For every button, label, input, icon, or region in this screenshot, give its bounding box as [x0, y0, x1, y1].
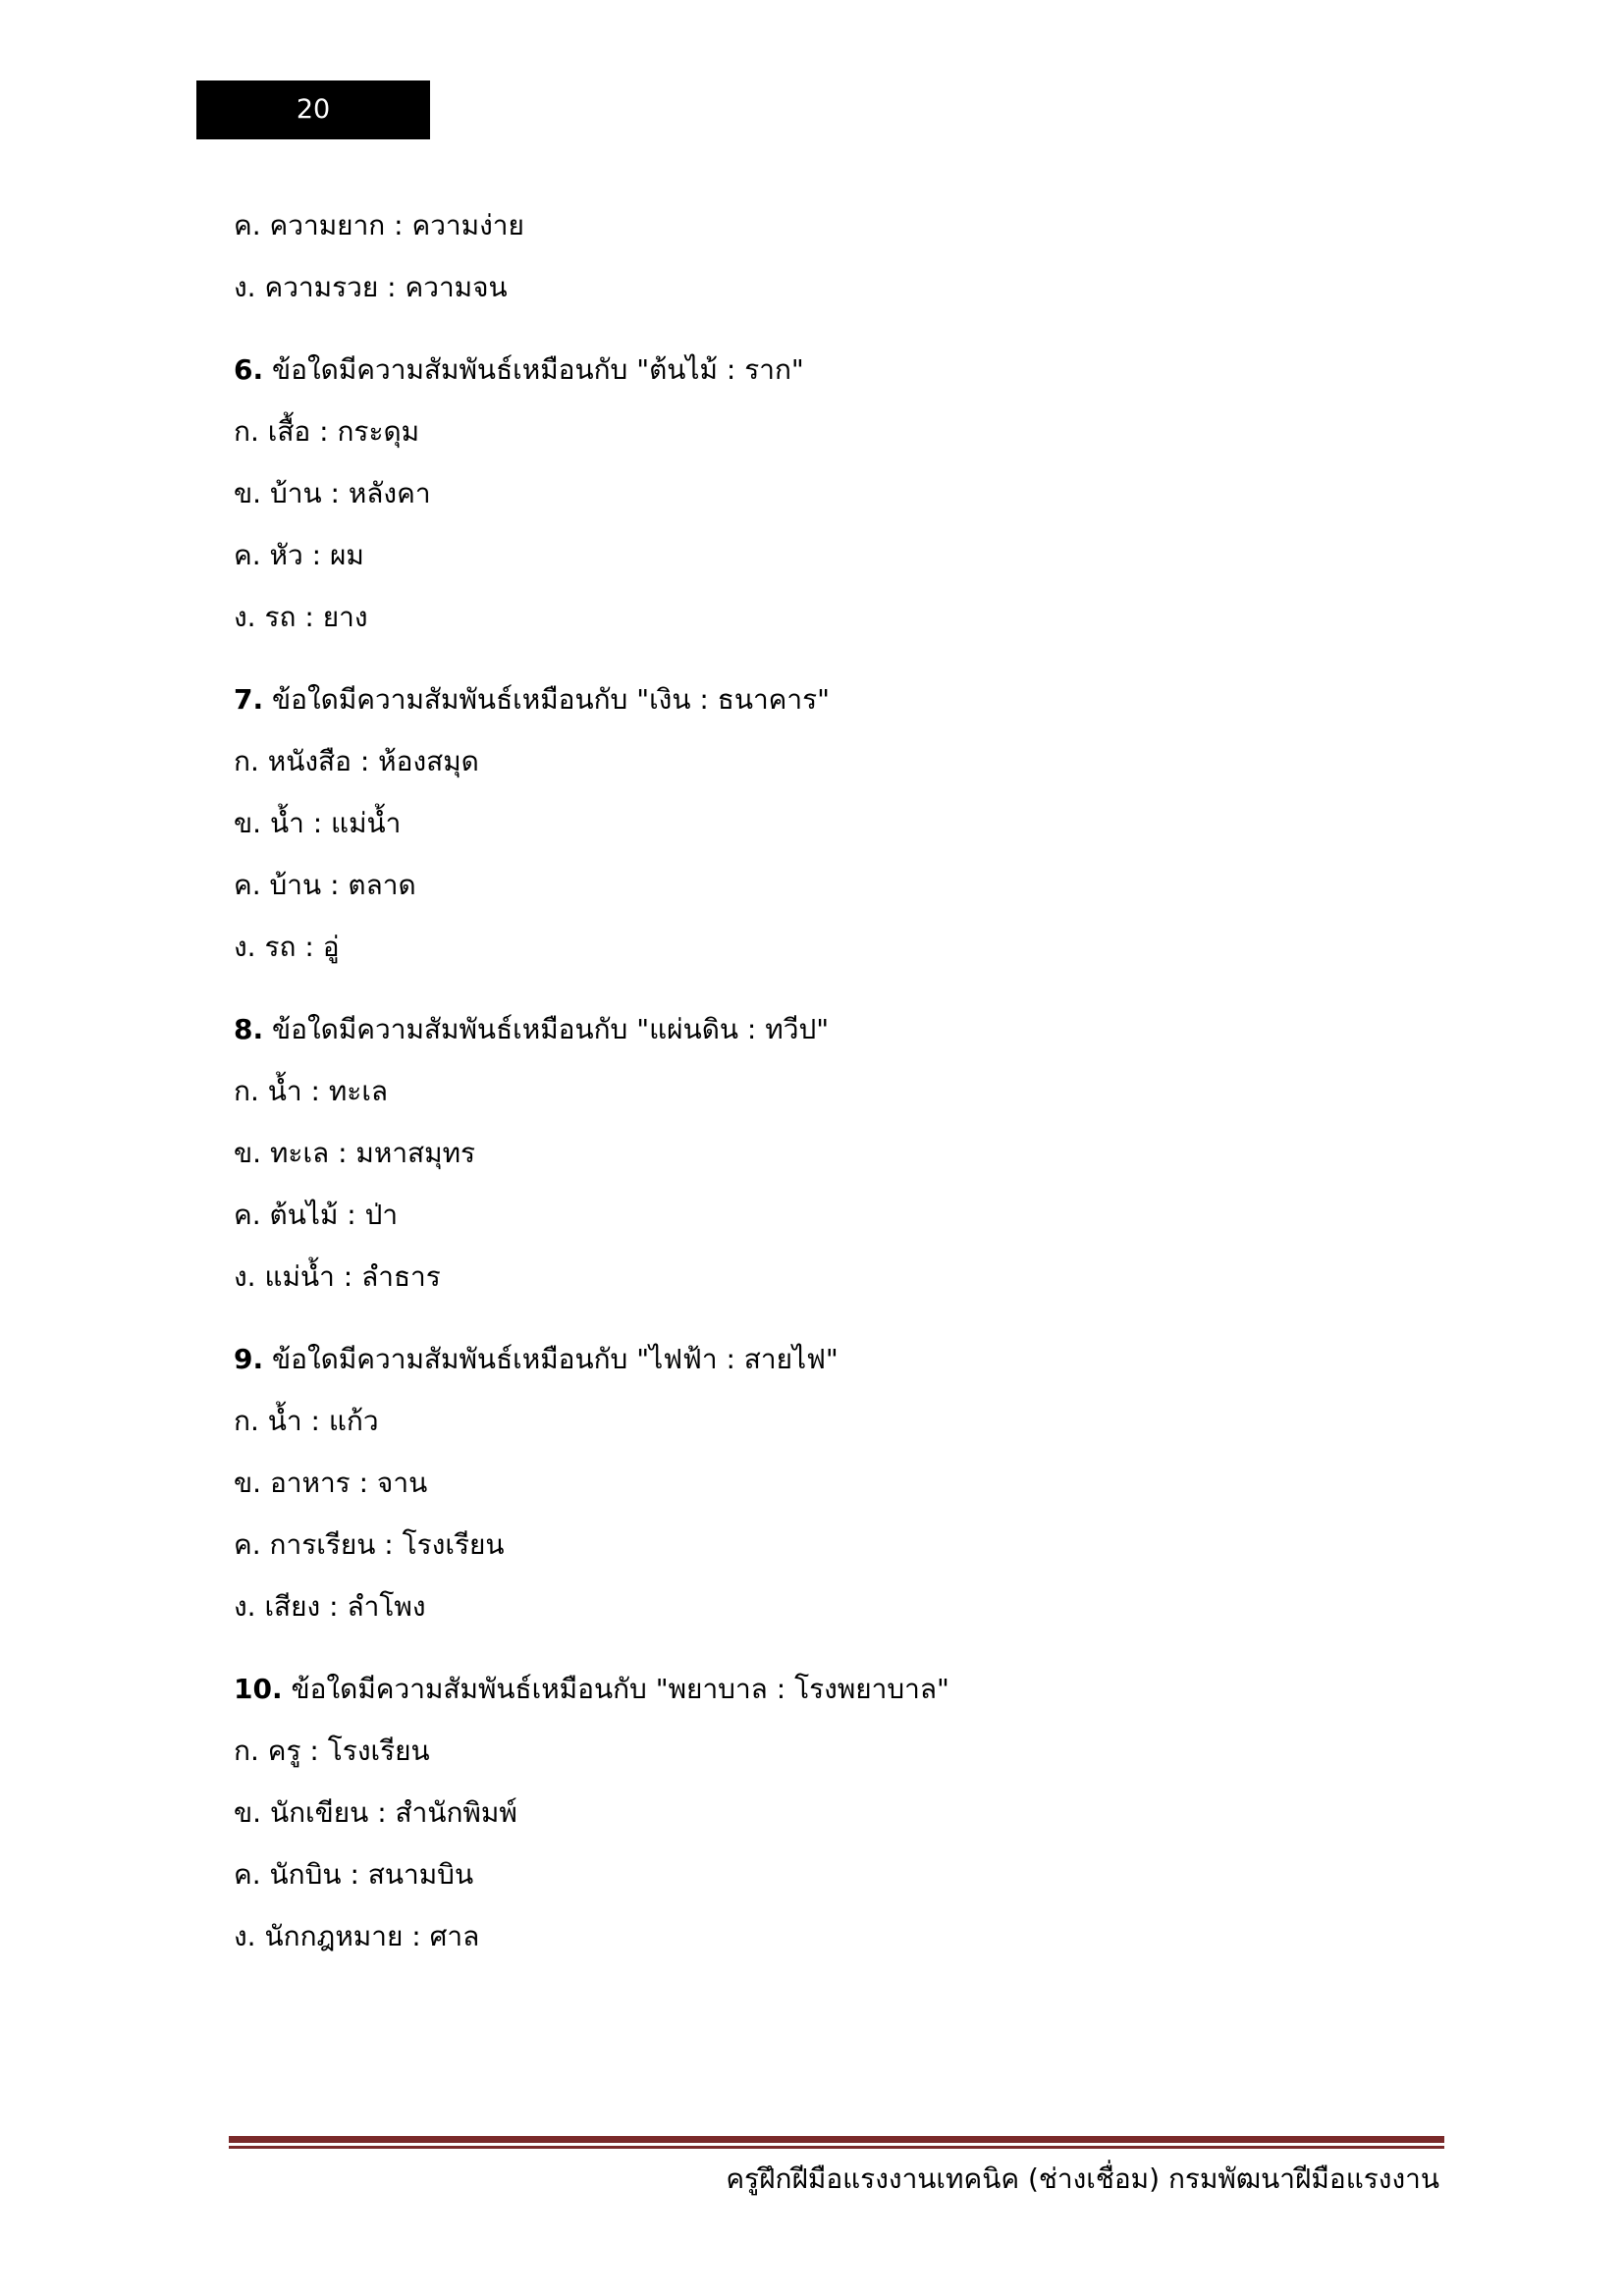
- choice-line: ง. ความรวย : ความจน: [234, 271, 508, 303]
- choice-line: ข. นักเขียน : สำนักพิมพ์: [234, 1796, 517, 1829]
- choice-line: ง. นักกฎหมาย : ศาล: [234, 1920, 480, 1952]
- choice-line: ก. น้ำ : แก้ว: [234, 1405, 379, 1437]
- question-text: ข้อใดมีความสัมพันธ์เหมือนกับ "ไฟฟ้า : สายไฟ": [263, 1343, 839, 1375]
- question-9: [234, 1328, 1432, 1390]
- choice-line: ค. การเรียน : โรงเรียน: [234, 1528, 505, 1561]
- choice-line: ง. แม่น้ำ : ลำธาร: [234, 1260, 441, 1293]
- question-7: [234, 668, 1432, 730]
- question-number: 7.: [234, 683, 264, 716]
- question-6: [234, 339, 1432, 400]
- choice-line: ค. ความยาก : ความง่าย: [234, 209, 524, 241]
- choice-line: ก. ครู : โรงเรียน: [234, 1735, 430, 1767]
- choice-line: ก. น้ำ : ทะเล: [234, 1075, 389, 1107]
- choice-line: ก. หนังสือ : ห้องสมุด: [234, 745, 479, 777]
- choice-line: ง. เสียง : ลำโพง: [234, 1590, 426, 1623]
- page-number: 20: [196, 80, 430, 139]
- question-8: [234, 998, 1432, 1060]
- choice-line: ข. น้ำ : แม่น้ำ: [234, 807, 402, 839]
- question-text: ข้อใดมีความสัมพันธ์เหมือนกับ "ต้นไม้ : ราก": [263, 353, 804, 386]
- choice-line: ค. หัว : ผม: [234, 539, 364, 571]
- footer-text: ครูฝึกฝีมือแรงงานเทคนิค (ช่างเชื่อม) กรมพัฒนาฝีมือแรงงาน: [726, 2163, 1439, 2195]
- choice-line: ข. บ้าน : หลังคา: [234, 477, 431, 509]
- question-10: [234, 1658, 1432, 1720]
- question-text: ข้อใดมีความสัมพันธ์เหมือนกับ "เงิน : ธนาคาร": [263, 683, 831, 716]
- choice-line: ก. เสื้อ : กระดุม: [234, 415, 420, 448]
- question-number: 10.: [234, 1673, 283, 1705]
- choice-line: ข. อาหาร : จาน: [234, 1467, 428, 1499]
- choice-line: ค. ต้นไม้ : ป่า: [234, 1199, 399, 1231]
- footer-divider: [229, 2136, 1444, 2149]
- choice-line: ข. ทะเล : มหาสมุทร: [234, 1137, 476, 1169]
- choice-line: ง. รถ : อู่: [234, 931, 340, 963]
- page-content: [234, 194, 1432, 1967]
- choice-line: ค. นักบิน : สนามบิน: [234, 1858, 474, 1891]
- choice-line: ค. บ้าน : ตลาด: [234, 869, 416, 901]
- question-text: ข้อใดมีความสัมพันธ์เหมือนกับ "แผ่นดิน : ทวีป": [263, 1013, 830, 1045]
- question-number: 8.: [234, 1013, 264, 1045]
- question-number: 6.: [234, 353, 264, 386]
- question-text: ข้อใดมีความสัมพันธ์เหมือนกับ "พยาบาล : โรงพยาบาล": [282, 1673, 949, 1705]
- question-number: 9.: [234, 1343, 264, 1375]
- choice-line: ง. รถ : ยาง: [234, 601, 368, 633]
